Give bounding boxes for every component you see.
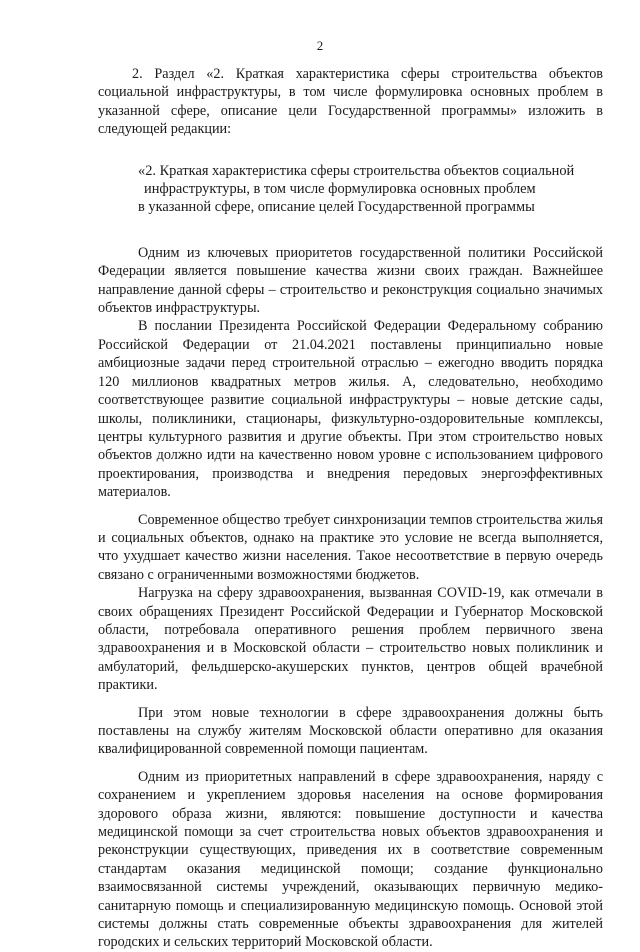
section-intro-paragraph: 2. Раздел «2. Краткая характеристика сферы строительства объектов социальной инфраструктуры, в том числе формулировка основных проблем в указанной сфере, описание цели Государственной программы» изложить в следующей редакции: — [98, 66, 603, 138]
paragraph: В послании Президента Российской Федерации Федеральному собранию Российской Федерации от 21.04.2021 поставлены принципиально новые амбициозные задачи перед строительной отраслью – ежегодно вводить порядка 120 миллионов квадратных метров жилья. А, следовательно, необходимо соответствующее развитие социальной инфраструктуры – новые детские сады, школы, поликлиники, стационары, физкультурно-оздоровительные комплексы, центры культурного развития и другие объекты. При этом строительство новых объектов должно идти на качественно новом уровне с использованием цифрового проектирования, производства и внедрения передовых энергоэффективных материалов. — [98, 318, 603, 501]
quoted-heading-line: «2. Краткая характеристика сферы строительства объектов социальной — [138, 162, 575, 179]
quoted-heading-line: в указанной сфере, описание целей Государственной программы — [138, 199, 535, 216]
paragraph: Современное общество требует синхронизации темпов строительства жилья и социальных объектов, однако на практике это условие не всегда выполняется, что ухудшает качество жизни населения. Такое несоответствие в первую очередь связано с ограниченными возможностями бюджетов. — [98, 511, 603, 583]
paragraph: При этом новые технологии в сфере здравоохранения должны быть поставлены на службу жителям Московской области оперативно для оказания квалифицированной современной помощи пациентам. — [98, 704, 603, 758]
paragraph: Одним из ключевых приоритетов государственной политики Российской Федерации является повышение качества жизни своих граждан. Важнейшее направление данной сферы – строительство и реконструкция социально значимых объектов инфраструктуры. — [98, 244, 603, 317]
document-body — [98, 65, 603, 952]
body-text — [98, 244, 603, 952]
page-number: 2 — [316, 38, 324, 53]
paragraph: Одним из приоритетных направлений в сфере здравоохранения, наряду с сохранением и укреплением здоровья населения на основе формирования здорового образа жизни, являются: повышение доступности и качества медицинской помощи за счет строительства новых объектов здравоохранения и реконструкции существующих, приведения их в соответствие современным стандартам оказания медицинской помощи; создание функционально взаимосвязанной системы учреждений, оказывающих первичную медико-санитарную помощь и специализированную медицинскую помощь. Основой этой системы должны стать современные объекты здравоохранения для жителей городских и сельских территорий Московской области. — [98, 768, 603, 951]
paragraph: Нагрузка на сферу здравоохранения, вызванная COVID-19, как отмечали в своих обращениях Президент Российской Федерации и Губернатор Московской области, потребовала оперативного решения проблем первичного звена здравоохранения и в Московской области – строительство новых поликлиник и амбулаторий, фельдшерско-акушерских пунктов, центров общей врачебной практики. — [98, 585, 603, 694]
quoted-section-heading — [138, 162, 598, 217]
quoted-heading-line: инфраструктуры, в том числе формулировка основных проблем — [144, 181, 536, 198]
